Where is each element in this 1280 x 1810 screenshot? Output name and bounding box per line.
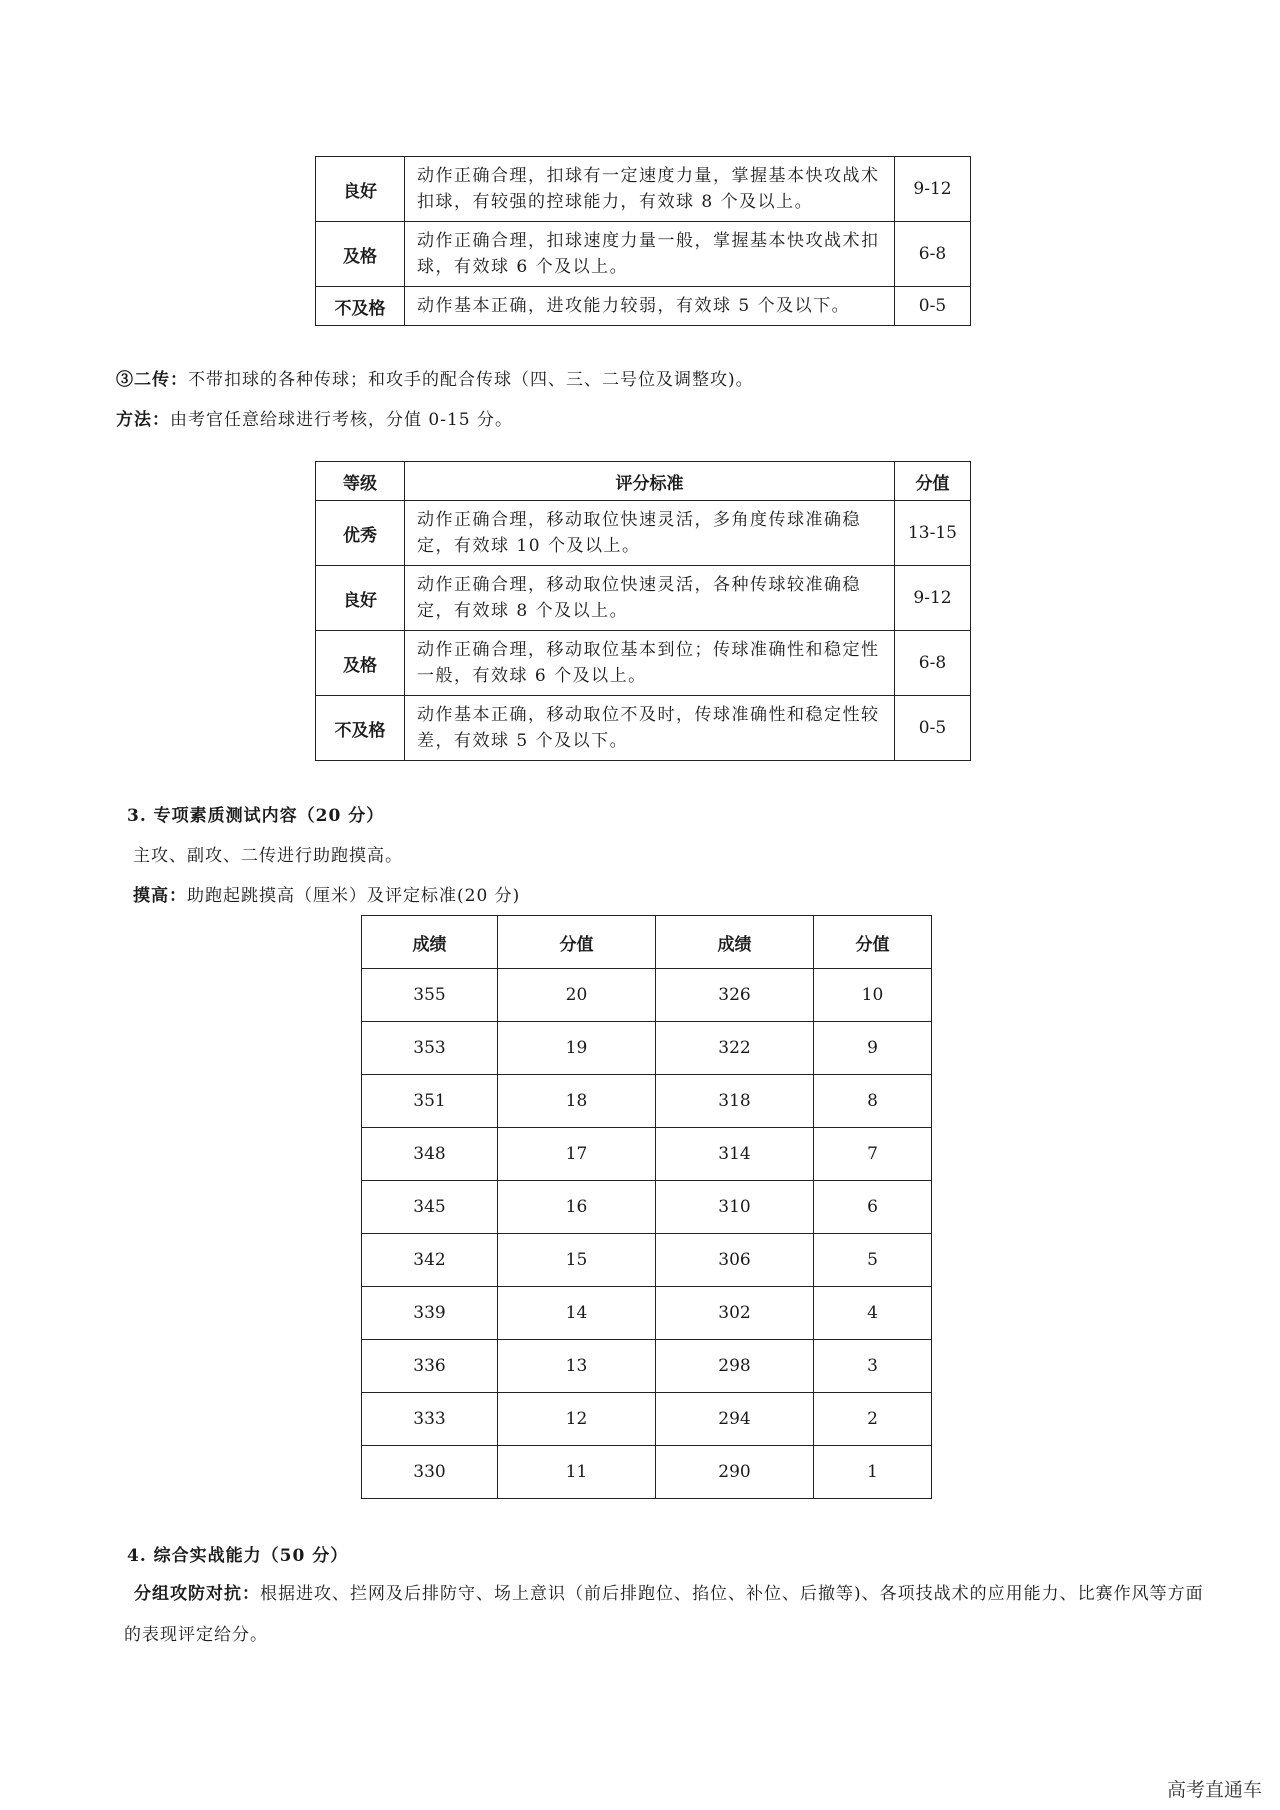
points-cell: 19 (498, 1022, 656, 1075)
grade-cell: 良好 (316, 566, 405, 631)
setter-text: 不带扣球的各种传球；和攻手的配合传球（四、三、二号位及调整攻)。 (188, 370, 754, 390)
points-cell: 15 (498, 1234, 656, 1287)
method-text: 由考官任意给球进行考核，分值 0-15 分。 (170, 410, 513, 430)
section4-title: 4. 综合实战能力（50 分） (127, 1546, 349, 1566)
table-row (316, 222, 971, 287)
setter-heading (116, 365, 754, 390)
setter-title: ③二传： (116, 370, 188, 390)
grade-cell: 不及格 (316, 696, 405, 761)
result-cell: 314 (656, 1128, 814, 1181)
result-cell: 345 (362, 1181, 498, 1234)
result-cell: 298 (656, 1340, 814, 1393)
result-cell: 302 (656, 1287, 814, 1340)
points-cell: 12 (498, 1393, 656, 1446)
points-cell: 5 (814, 1234, 932, 1287)
grade-cell: 良好 (316, 157, 405, 222)
header-criteria: 评分标准 (405, 462, 895, 501)
score-cell: 6-8 (895, 631, 971, 696)
setter-grading-table (315, 461, 971, 761)
spike-grading-table (315, 156, 971, 326)
result-cell: 306 (656, 1234, 814, 1287)
table-row (362, 1022, 932, 1075)
grade-cell: 优秀 (316, 501, 405, 566)
score-cell: 9-12 (895, 157, 971, 222)
points-cell: 13 (498, 1340, 656, 1393)
setter-method (116, 405, 513, 430)
score-cell: 0-5 (895, 696, 971, 761)
result-cell: 333 (362, 1393, 498, 1446)
points-cell: 16 (498, 1181, 656, 1234)
result-cell: 355 (362, 969, 498, 1022)
result-cell: 326 (656, 969, 814, 1022)
points-cell: 9 (814, 1022, 932, 1075)
result-cell: 348 (362, 1128, 498, 1181)
table-row (362, 1181, 932, 1234)
score-cell: 9-12 (895, 566, 971, 631)
table-row (362, 1287, 932, 1340)
result-cell: 310 (656, 1181, 814, 1234)
header-points: 分值 (814, 916, 932, 969)
points-cell: 14 (498, 1287, 656, 1340)
result-cell: 339 (362, 1287, 498, 1340)
section4-text: 根据进攻、拦网及后排防守、场上意识（前后排跑位、掐位、补位、后撤等)、各项技战术的应用能力、比赛作风等方面的表现评定给分。 (124, 1584, 1204, 1645)
points-cell: 7 (814, 1128, 932, 1181)
points-cell: 4 (814, 1287, 932, 1340)
watermark-text: 高考直通车 (1166, 1779, 1262, 1801)
table-header-row (316, 462, 971, 501)
header-points: 分值 (498, 916, 656, 969)
table-row (362, 1340, 932, 1393)
section4-paragraph (124, 1574, 1204, 1656)
table-header-row (362, 916, 932, 969)
criteria-cell: 动作正确合理，移动取位快速灵活，各种传球较准确稳定，有效球 8 个及以上。 (405, 566, 895, 631)
header-result: 成绩 (656, 916, 814, 969)
table-row (362, 1446, 932, 1499)
result-cell: 351 (362, 1075, 498, 1128)
grade-cell: 及格 (316, 631, 405, 696)
header-score: 分值 (895, 462, 971, 501)
points-cell: 18 (498, 1075, 656, 1128)
grade-cell: 及格 (316, 222, 405, 287)
criteria-cell: 动作基本正确，移动取位不及时，传球准确性和稳定性较差，有效球 5 个及以下。 (405, 696, 895, 761)
result-cell: 318 (656, 1075, 814, 1128)
criteria-cell: 动作基本正确，进攻能力较弱，有效球 5 个及以下。 (405, 287, 895, 326)
score-cell: 6-8 (895, 222, 971, 287)
section3-title: 3. 专项素质测试内容（20 分） (127, 806, 385, 826)
points-cell: 1 (814, 1446, 932, 1499)
result-cell: 342 (362, 1234, 498, 1287)
result-cell: 330 (362, 1446, 498, 1499)
result-cell: 322 (656, 1022, 814, 1075)
touch-label: 摸高： (133, 886, 187, 906)
table-row (362, 969, 932, 1022)
score-cell: 0-5 (895, 287, 971, 326)
section4-label: 分组攻防对抗： (134, 1584, 260, 1604)
points-cell: 8 (814, 1075, 932, 1128)
table-row (316, 501, 971, 566)
header-result: 成绩 (362, 916, 498, 969)
header-grade: 等级 (316, 462, 405, 501)
result-cell: 353 (362, 1022, 498, 1075)
table-row (316, 157, 971, 222)
points-cell: 6 (814, 1181, 932, 1234)
table-row (316, 631, 971, 696)
criteria-cell: 动作正确合理，扣球速度力量一般，掌握基本快攻战术扣球，有效球 6 个及以上。 (405, 222, 895, 287)
table-row (362, 1128, 932, 1181)
section3-text: 主攻、副攻、二传进行助跑摸高。 (133, 846, 403, 866)
points-cell: 10 (814, 969, 932, 1022)
result-cell: 294 (656, 1393, 814, 1446)
points-cell: 2 (814, 1393, 932, 1446)
points-cell: 17 (498, 1128, 656, 1181)
grade-cell: 不及格 (316, 287, 405, 326)
table-row (362, 1075, 932, 1128)
jump-reach-table (361, 915, 932, 1499)
criteria-cell: 动作正确合理，移动取位快速灵活，多角度传球准确稳定，有效球 10 个及以上。 (405, 501, 895, 566)
criteria-cell: 动作正确合理，移动取位基本到位；传球准确性和稳定性一般，有效球 6 个及以上。 (405, 631, 895, 696)
table-row (362, 1234, 932, 1287)
touch-text: 助跑起跳摸高（厘米）及评定标准(20 分) (187, 886, 521, 906)
touch-caption (133, 881, 520, 906)
method-label: 方法： (116, 410, 170, 430)
result-cell: 290 (656, 1446, 814, 1499)
points-cell: 3 (814, 1340, 932, 1393)
table-row (316, 287, 971, 326)
table-row (316, 566, 971, 631)
result-cell: 336 (362, 1340, 498, 1393)
table-row (316, 696, 971, 761)
criteria-cell: 动作正确合理，扣球有一定速度力量，掌握基本快攻战术扣球，有较强的控球能力，有效球 8 个及以上。 (405, 157, 895, 222)
points-cell: 11 (498, 1446, 656, 1499)
table-row (362, 1393, 932, 1446)
score-cell: 13-15 (895, 501, 971, 566)
points-cell: 20 (498, 969, 656, 1022)
